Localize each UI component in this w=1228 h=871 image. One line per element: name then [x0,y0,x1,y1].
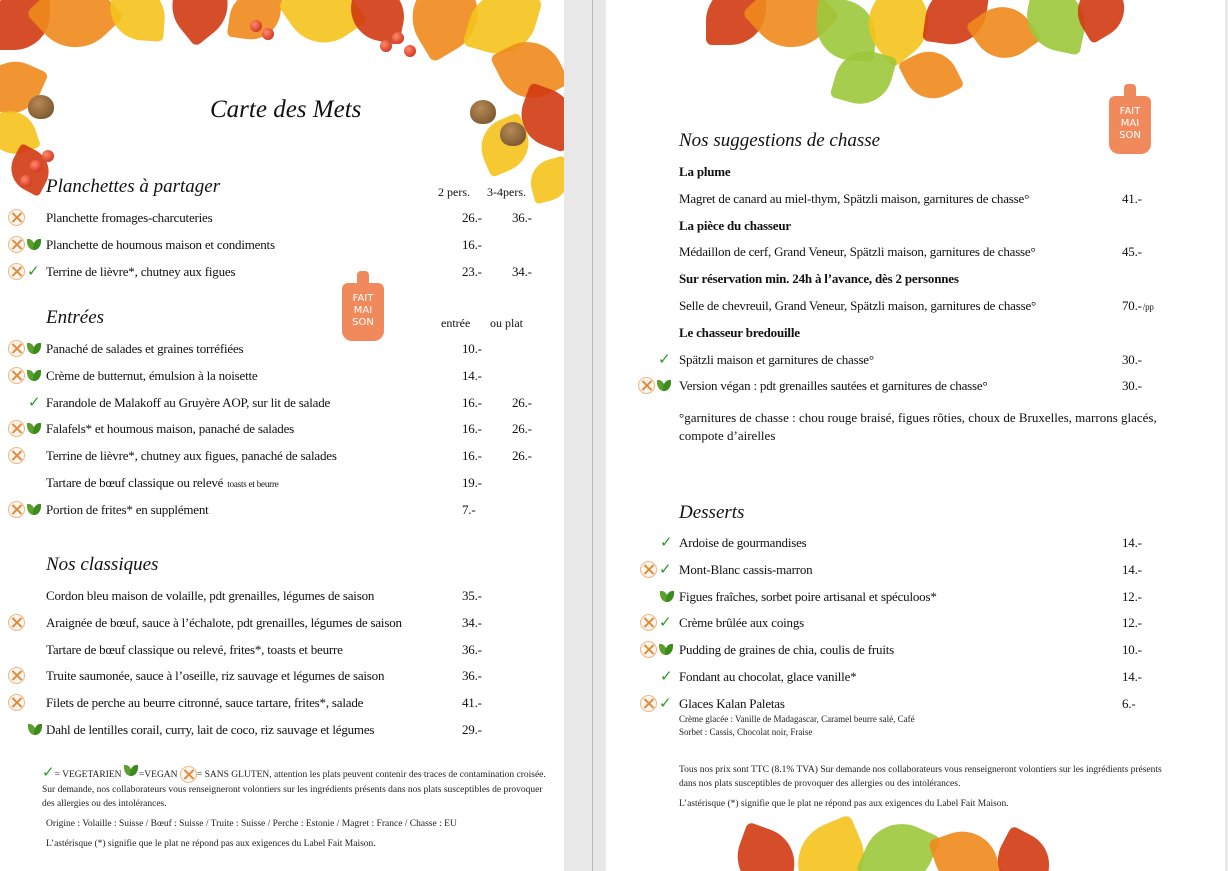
menu-item [606,372,1225,399]
item-name-wrap [46,609,402,636]
menu-item [0,231,564,258]
section-title-planchettes: Planchettes à partager [46,176,221,197]
diet-icons [638,377,672,394]
item-price: 34.- [462,614,482,630]
item-price: 36.- [462,641,482,657]
section-title-chasse: Nos suggestions de chasse [679,130,881,151]
vegan-leaf-icon [657,380,672,392]
item-name: Portion de frites* en supplément [46,501,209,517]
menu-page-right [606,0,1225,871]
item-price: 10.- [1122,642,1142,658]
item-name: Tartare de bœuf classique ou relevé, frites*, toasts et beurre [46,641,343,657]
menu-item [0,469,564,496]
asterisk-note: L’astérisque (*) signifie que le plat ne répond pas aux exigences du Label Fait Maison. [46,839,376,850]
item-name: Version végan : pdt grenailles sautées et garnitures de chasse° [679,378,988,394]
rowan-berry [20,175,32,187]
item-name-wrap [46,258,235,285]
item-name: Le chasseur bredouille [679,324,800,340]
gluten-free-icon [638,377,655,394]
item-price: 14.- [462,367,482,383]
item-price-wrap [1122,556,1142,583]
page-divider [592,0,593,871]
leaf [928,822,1004,871]
item-price-wrap [1122,529,1142,556]
leaf [856,812,942,871]
item-price: 23.- [462,263,482,279]
vegetarian-icon: ✓ [42,763,55,781]
item-name: Pudding de graines de chia, coulis de fruits [679,642,895,658]
vegan-leaf-icon [27,370,42,382]
vegetarian-icon: ✓ [659,559,672,578]
diet-icons [640,641,674,658]
item-name: Glaces Kalan Paletas [679,695,785,711]
item-name: Fondant au chocolat, glace vanille* [679,669,857,684]
rowan-berry [392,32,404,44]
item-price-wrap [462,362,482,389]
item-price: 41.- [1122,190,1142,206]
item-price: 30.- [1122,378,1142,394]
diet-icons [28,721,43,736]
item-price-wrap [462,469,482,496]
asterisk-note: L’astérisque (*) signifie que le plat ne répond pas aux exigences du Label Fait Maison. [679,799,1009,809]
item-name: Panaché de salades et graines torréfiées [46,341,244,356]
gluten-free-icon [8,263,25,280]
item-name: Tartare de bœuf classique ou relevé [46,475,224,490]
item-price-wrap [462,389,482,416]
gluten-free-icon [8,694,25,711]
vegan-leaf-icon [28,724,43,736]
item-price: 10.- [462,341,482,356]
item-price: 12.- [1122,615,1142,631]
item-name: Crème de butternut, émulsion à la noisette [46,367,258,383]
item-name-wrap [679,636,894,663]
item-name-wrap [46,716,374,743]
item-name-wrap [46,335,243,362]
diet-icons [8,667,25,684]
item-name-wrap [679,212,791,239]
item-name-wrap [679,529,807,556]
vegetarian-icon: ✓ [659,693,672,712]
gluten-free-icon [8,667,25,684]
fait-maison-logo: FAIT MAI SON [342,283,384,341]
right-footer [679,713,1179,817]
diet-icons [660,588,675,603]
item-name-wrap [46,204,213,231]
item-name-wrap [679,319,800,346]
item-name: La plume [679,164,731,179]
item-name-wrap [46,496,209,523]
gluten-free-icon [640,695,657,712]
item-price-wrap [1122,238,1142,265]
item-name-wrap [679,185,1029,212]
menu-item [0,415,564,442]
gluten-free-icon [640,641,657,658]
subsection-title [606,265,1225,292]
diet-icons [8,367,42,384]
item-price-large: 26.- [512,448,532,464]
item-price: 29.- [462,722,482,737]
item-price-wrap [462,662,482,689]
item-name-wrap [46,389,330,416]
prices-note: Tous nos prix sont TTC (8.1% TVA) Sur demande nos collaborateurs vous renseigneront volontiers sur les ingrédients présents dans nos plats susceptibles de provoquer des allergies ou des intolérances. [679,765,1162,789]
item-price-wrap [462,496,475,523]
gluten-free-icon [8,614,25,631]
menu-item [606,185,1225,212]
acorn [500,122,526,146]
diet-icons [8,340,42,357]
gluten-free-icon [8,501,25,518]
item-name-wrap [46,662,384,689]
vegan-leaf-icon [124,765,139,777]
diet-icons [8,263,41,280]
item-name: Ardoise de gourmandises [679,535,807,550]
menu-item [606,636,1225,663]
item-name-wrap [679,583,937,610]
menu-item [606,583,1225,610]
rowan-berry [30,160,42,172]
column-header: 2 pers. [438,185,470,199]
menu-item [0,716,564,743]
item-name-wrap [679,346,874,373]
gluten-free-icon [8,367,25,384]
diet-icons [660,534,674,550]
leaf [108,0,167,42]
acorn [28,95,54,119]
legend-note: ✓= VEGETARIEN =VEGAN = SANS GLUTEN, attention les plats peuvent contenir des traces de contamination croisée. Sur demande, nos collaborateurs vous renseigneront volontiers sur les ingrédients présents dans nos plats susceptibles de provoquer des allergies ou des intolérances. [42,763,546,810]
vegan-leaf-icon [27,504,42,516]
item-name-wrap [46,442,337,469]
gluten-free-icon [8,420,25,437]
item-name: Araignée de bœuf, sauce à l’échalote, pdt grenailles, légumes de saison [46,614,402,630]
item-name: Terrine de lièvre*, chutney aux figues [46,263,236,279]
item-price-wrap [1122,372,1142,399]
item-name: Figues fraîches, sorbet poire artisanal et spéculoos* [679,588,937,604]
item-price-wrap [462,442,482,469]
menu-item [0,258,564,285]
vegetarian-icon: ✓ [659,613,672,632]
item-price-wrap [462,258,482,285]
item-price: 35.- [462,588,482,603]
item-price-large: 26.- [512,394,532,410]
diet-icons [8,614,25,631]
item-name: Falafels* et houmous maison, panaché de salades [46,421,294,437]
left-footer [42,764,554,857]
menu-item [606,238,1225,265]
menu-item [0,204,564,231]
item-name: Planchette fromages-charcuteries [46,210,213,225]
item-price-wrap [1122,346,1142,373]
vegan-leaf-icon [27,239,42,251]
rowan-berry [262,28,274,40]
menu-item [606,346,1225,373]
menu-item [606,609,1225,636]
leaf [728,822,805,871]
menu-item [0,662,564,689]
item-price-large: 34.- [512,263,532,279]
item-price: 45.- [1122,244,1142,260]
rowan-berry [42,150,54,162]
gluten-free-icon [8,340,25,357]
item-price-wrap [462,335,482,362]
page-title: Carte des Mets [210,96,362,123]
section-title-entrees: Entrées [46,307,105,328]
column-header: 3-4pers. [487,185,526,199]
item-price: 14.- [1122,535,1142,550]
diet-icons [8,501,42,518]
menu-item [0,582,564,609]
item-name-wrap [46,689,363,716]
diet-icons [640,695,673,712]
menu-item [606,292,1225,319]
menu-item [0,609,564,636]
diet-icons [640,561,673,578]
column-header: entrée [441,316,471,330]
item-price-large: 36.- [512,210,532,225]
item-price-wrap [462,415,482,442]
vegan-leaf-icon [660,591,675,603]
menu-page-left [0,0,564,871]
item-name: Médaillon de cerf, Grand Veneur, Spätzli maison, garnitures de chasse° [679,244,1036,260]
item-name-wrap [679,556,812,583]
menu-item [0,496,564,523]
item-name-wrap [46,231,275,258]
item-price: 16.- [462,421,482,437]
item-price-wrap [462,609,482,636]
menu-item [0,389,564,416]
item-name-wrap [679,238,1036,265]
item-name: Farandole de Malakoff au Gruyère AOP, sur lit de salade [46,394,331,410]
diet-icons [658,351,672,367]
vegetarian-icon: ✓ [658,349,671,368]
item-price: 30.- [1122,351,1142,367]
menu-item [0,335,564,362]
item-name: Spätzli maison et garnitures de chasse° [679,351,874,367]
item-price-wrap [1122,663,1142,690]
garnish-note: °garnitures de chasse : chou rouge braisé, figues rôties, choux de Bruxelles, marrons glacés, compote d’airelles [679,410,1157,443]
item-price: 16.- [462,448,482,464]
menu-item [0,689,564,716]
item-price: 19.- [462,475,482,490]
item-price-wrap [1122,583,1142,610]
vegetarian-icon: ✓ [660,667,673,685]
item-name-wrap [679,265,959,292]
item-price-wrap [1122,185,1142,212]
diet-icons [28,394,42,410]
subsection-title [606,212,1225,239]
diet-icons [8,209,25,226]
menu-item [0,362,564,389]
leaf [986,825,1060,871]
vegetarian-icon: ✓ [27,261,40,280]
item-price-wrap [462,231,482,258]
vegan-leaf-icon [27,423,42,435]
acorn [470,100,496,124]
leaf [526,156,564,205]
diet-icons [640,614,673,631]
item-price-wrap [462,204,482,231]
vegetarian-icon: ✓ [660,533,673,551]
item-name-wrap [679,292,1036,319]
vegan-leaf-icon [27,343,42,355]
rowan-berry [404,45,416,57]
gluten-free-icon [640,614,657,631]
item-name-wrap [679,609,804,636]
item-price-wrap [1122,636,1142,663]
item-name: Sur réservation min. 24h à l’avance, dès 2 personnes [679,271,959,287]
item-price: 26.- [462,210,482,225]
gluten-free-icon [640,561,657,578]
diet-icons [8,236,42,253]
item-price-wrap [462,716,482,743]
item-name-wrap [679,663,856,690]
subsection-title [606,319,1225,346]
diet-icons [8,447,25,464]
menu-item [606,556,1225,583]
item-note: toasts et beurre [227,479,279,489]
item-price: 36.- [462,668,482,684]
item-price-wrap [462,689,482,716]
diet-icons [660,668,674,684]
gluten-free-icon [180,766,197,783]
fait-maison-logo: FAIT MAI SON [1109,96,1151,154]
rowan-berry [380,40,392,52]
item-price-wrap [1122,292,1154,321]
item-name: La pièce du chasseur [679,217,791,233]
gluten-free-icon [8,236,25,253]
item-name-wrap [679,372,987,399]
diet-icons [8,420,42,437]
item-name: Mont-Blanc cassis-marron [679,561,813,577]
item-name: Filets de perche au beurre citronné, sauce tartare, frites*, salade [46,695,364,711]
section-title-desserts: Desserts [679,502,745,523]
item-price: 41.- [462,695,482,711]
menu-item [606,529,1225,556]
item-price-wrap [462,582,482,609]
item-price: 70.- [1122,298,1142,313]
item-name: Cordon bleu maison de volaille, pdt grenailles, légumes de saison [46,588,375,603]
item-name-wrap [46,362,257,389]
item-name-wrap [46,469,279,498]
item-price: 7.- [462,501,476,517]
menu-item [0,636,564,663]
item-price: 6.- [1122,695,1136,711]
vegetarian-icon: ✓ [28,392,41,411]
item-name: Magret de canard au miel-thym, Spätzli maison, garnitures de chasse° [679,190,1030,206]
item-name-wrap [46,582,374,609]
item-name: Terrine de lièvre*, chutney aux figues, panaché de salades [46,448,337,464]
item-price: 14.- [1122,561,1142,577]
item-name: Selle de chevreuil, Grand Veneur, Spätzli maison, garnitures de chasse° [679,298,1037,313]
item-price-wrap [1122,609,1142,636]
origin-note: Origine : Volaille : Suisse / Bœuf : Suisse / Truite : Suisse / Perche : Estonie / Magret : France / Chasse : EU [46,819,457,830]
item-name: Dahl de lentilles corail, curry, lait de coco, riz sauvage et légumes [46,722,375,737]
item-price: 16.- [462,236,482,252]
price-unit: /pp [1142,302,1154,312]
gluten-free-icon [8,447,25,464]
item-name: Planchette de houmous maison et condiments [46,236,275,252]
item-price-large: 26.- [512,421,532,437]
item-name-wrap [46,636,343,663]
vegan-leaf-icon [659,644,674,656]
column-header: ou plat [490,316,523,330]
rowan-berry [250,20,262,32]
item-price: 14.- [1122,669,1142,684]
item-name: Truite saumonée, sauce à l’oseille, riz sauvage et légumes de saison [46,668,385,684]
gluten-free-icon [8,209,25,226]
section-title-classiques: Nos classiques [46,554,159,575]
item-name-wrap [679,158,731,185]
subsection-title [606,158,1225,185]
menu-item [606,663,1225,690]
glaces-detail: Crème glacée : Vanille de Madagascar, Caramel beurre salé, Café Sorbet : Cassis, Chocolat noir, Fraise [679,714,915,737]
menu-item [0,442,564,469]
item-price-wrap [462,636,482,663]
item-price: 12.- [1122,588,1142,604]
item-price: 16.- [462,394,482,410]
item-name-wrap [46,415,294,442]
diet-icons [8,694,25,711]
item-name: Crème brûlée aux coings [679,615,804,631]
